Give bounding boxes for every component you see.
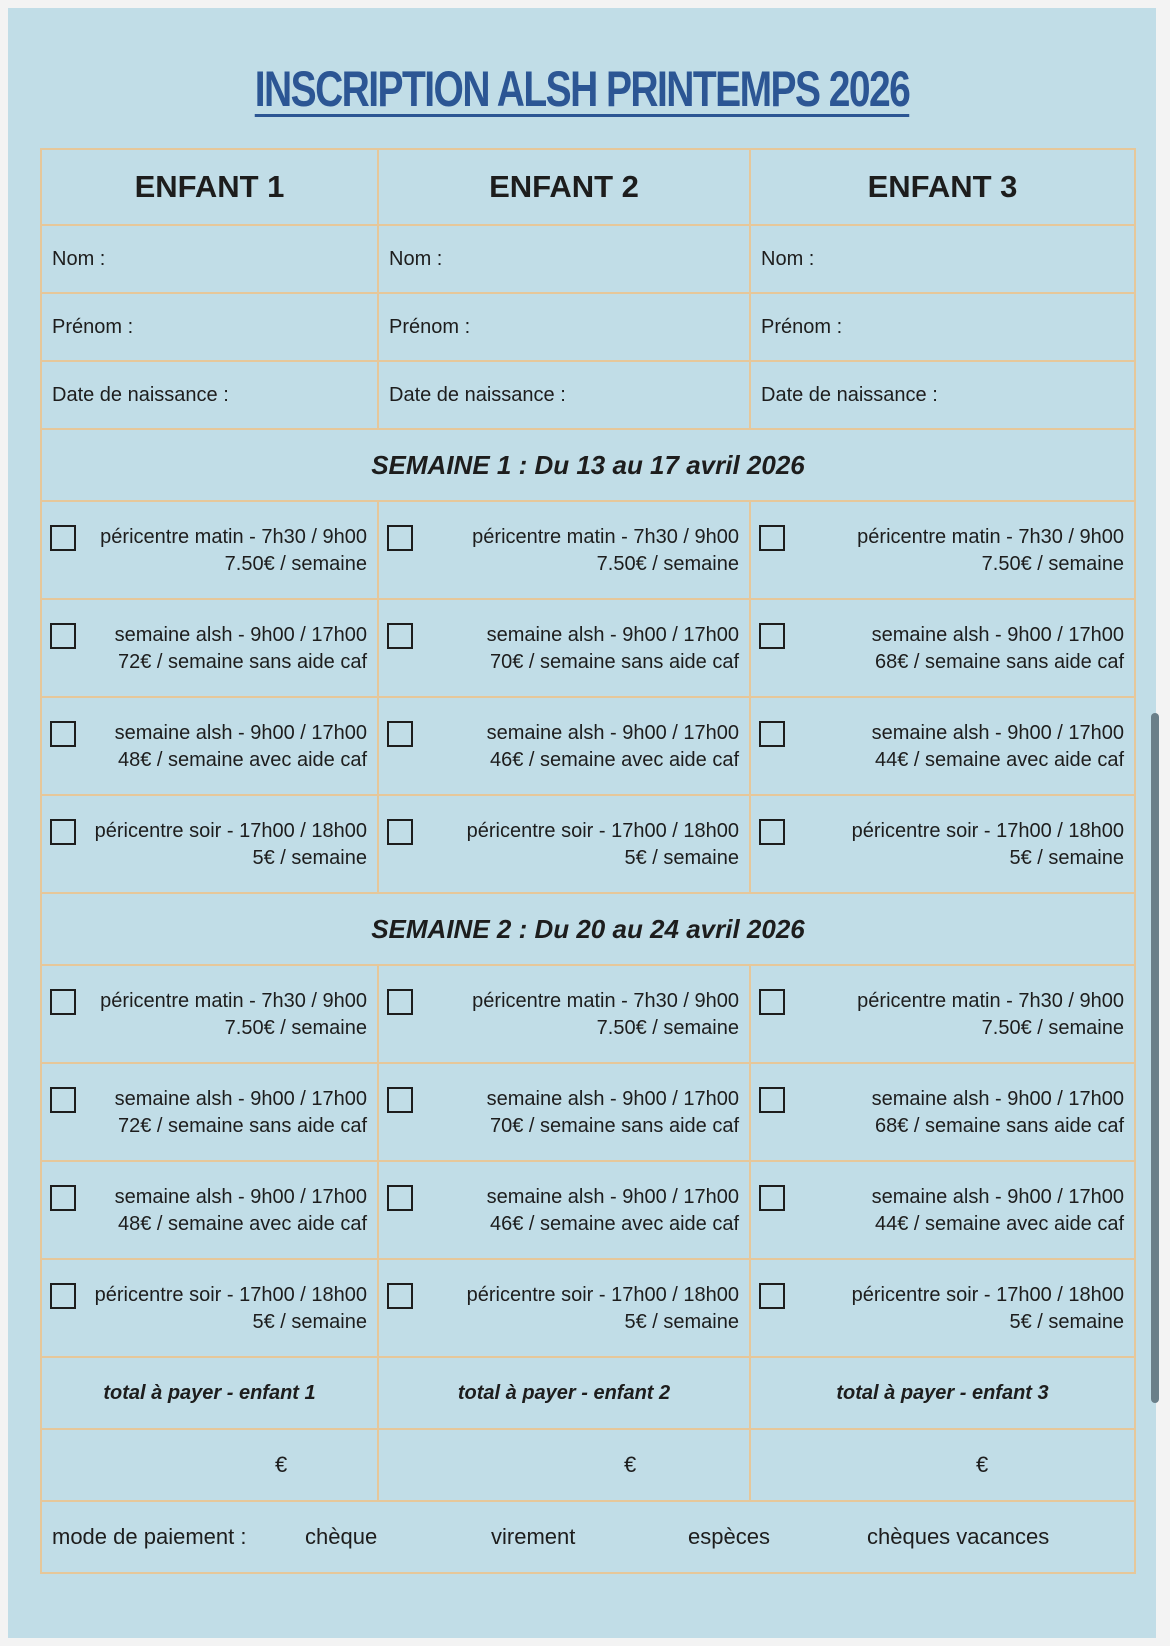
checkbox[interactable] [759, 1283, 785, 1309]
option-label: péricentre matin - 7h30 / 9h00 7.50€ / semaine [100, 990, 367, 1039]
checkbox[interactable] [759, 989, 785, 1015]
child-2-header: ENFANT 2 [378, 149, 750, 225]
child-3-nom-field[interactable]: Nom : [750, 225, 1135, 293]
page-title: INSCRIPTION ALSH PRINTEMPS 2026 [254, 61, 910, 117]
checkbox[interactable] [50, 819, 76, 845]
amount-row [41, 1429, 1135, 1501]
option-label: semaine alsh - 9h00 / 17h00 44€ / semaine avec aide caf [871, 722, 1124, 771]
nom-row [41, 225, 1135, 293]
option-label: semaine alsh - 9h00 / 17h00 48€ / semaine avec aide caf [114, 722, 367, 771]
option-label: semaine alsh - 9h00 / 17h00 70€ / semaine sans aide caf [486, 624, 739, 673]
checkbox[interactable] [759, 819, 785, 845]
prenom-row [41, 293, 1135, 361]
checkbox[interactable] [759, 525, 785, 551]
checkbox[interactable] [50, 525, 76, 551]
week-2-option-row [41, 1063, 1135, 1161]
option-cell [41, 1063, 378, 1161]
checkbox[interactable] [50, 721, 76, 747]
option-label: semaine alsh - 9h00 / 17h00 72€ / semaine sans aide caf [114, 1088, 367, 1137]
registration-table [40, 148, 1136, 1574]
option-cell [378, 1259, 750, 1357]
checkbox[interactable] [387, 721, 413, 747]
child-2-nom-field[interactable]: Nom : [378, 225, 750, 293]
week-1-option-row [41, 697, 1135, 795]
week-2-option-row [41, 1161, 1135, 1259]
checkbox[interactable] [50, 1185, 76, 1211]
form-sheet [8, 8, 1156, 1638]
payment-option-virement[interactable]: virement [491, 1524, 576, 1549]
option-cell [750, 697, 1135, 795]
option-cell [41, 795, 378, 893]
option-cell [378, 965, 750, 1063]
option-cell [378, 599, 750, 697]
payment-option-especes[interactable]: espèces [688, 1524, 770, 1549]
child-3-birthdate-field[interactable]: Date de naissance : [750, 361, 1135, 429]
payment-row [41, 1501, 1135, 1573]
child-3-amount-field[interactable] [750, 1429, 1135, 1501]
euro-sign: € [976, 1452, 989, 1477]
euro-sign: € [624, 1452, 637, 1477]
option-cell [378, 1063, 750, 1161]
option-label: péricentre soir - 17h00 / 18h00 5€ / semaine [466, 820, 739, 869]
checkbox[interactable] [387, 989, 413, 1015]
child-1-prenom-field[interactable]: Prénom : [41, 293, 378, 361]
child-1-nom-field[interactable]: Nom : [41, 225, 378, 293]
option-cell [41, 1259, 378, 1357]
checkbox[interactable] [50, 623, 76, 649]
checkbox[interactable] [387, 1087, 413, 1113]
option-cell [378, 795, 750, 893]
payment-method-cell [41, 1501, 1135, 1573]
payment-label: mode de paiement : [52, 1524, 247, 1549]
header-row [41, 149, 1135, 225]
checkbox[interactable] [387, 819, 413, 845]
option-label: péricentre soir - 17h00 / 18h00 5€ / semaine [466, 1284, 739, 1333]
checkbox[interactable] [387, 525, 413, 551]
option-label: semaine alsh - 9h00 / 17h00 70€ / semaine sans aide caf [486, 1088, 739, 1137]
option-label: semaine alsh - 9h00 / 17h00 46€ / semaine avec aide caf [486, 722, 739, 771]
checkbox[interactable] [50, 1087, 76, 1113]
option-label: péricentre soir - 17h00 / 18h00 5€ / semaine [851, 1284, 1124, 1333]
option-label: semaine alsh - 9h00 / 17h00 68€ / semaine sans aide caf [871, 624, 1124, 673]
child-1-header: ENFANT 1 [41, 149, 378, 225]
option-label: péricentre soir - 17h00 / 18h00 5€ / semaine [94, 820, 367, 869]
payment-option-cheque[interactable]: chèque [305, 1524, 378, 1549]
option-label: péricentre matin - 7h30 / 9h00 7.50€ / semaine [857, 990, 1124, 1039]
option-cell [41, 965, 378, 1063]
child-1-total-label: total à payer - enfant 1 [41, 1357, 378, 1429]
checkbox[interactable] [759, 623, 785, 649]
option-cell [750, 1161, 1135, 1259]
week-2-option-row [41, 965, 1135, 1063]
option-cell [378, 501, 750, 599]
checkbox[interactable] [759, 721, 785, 747]
child-1-birthdate-field[interactable]: Date de naissance : [41, 361, 378, 429]
option-cell [750, 599, 1135, 697]
child-3-total-label: total à payer - enfant 3 [750, 1357, 1135, 1429]
child-2-prenom-field[interactable]: Prénom : [378, 293, 750, 361]
option-cell [41, 501, 378, 599]
week-2-title: SEMAINE 2 : Du 20 au 24 avril 2026 [41, 893, 1135, 965]
week-1-title: SEMAINE 1 : Du 13 au 17 avril 2026 [41, 429, 1135, 501]
week-2-option-row [41, 1259, 1135, 1357]
child-3-prenom-field[interactable]: Prénom : [750, 293, 1135, 361]
option-label: semaine alsh - 9h00 / 17h00 46€ / semaine avec aide caf [486, 1186, 739, 1235]
child-2-birthdate-field[interactable]: Date de naissance : [378, 361, 750, 429]
option-label: semaine alsh - 9h00 / 17h00 72€ / semaine sans aide caf [114, 624, 367, 673]
week-2-header-row [41, 893, 1135, 965]
option-label: péricentre matin - 7h30 / 9h00 7.50€ / semaine [857, 526, 1124, 575]
week-1-option-row [41, 501, 1135, 599]
option-cell [750, 501, 1135, 599]
scrollbar[interactable] [1151, 713, 1159, 1403]
week-1-option-row [41, 795, 1135, 893]
option-label: péricentre matin - 7h30 / 9h00 7.50€ / semaine [472, 990, 739, 1039]
checkbox[interactable] [50, 989, 76, 1015]
checkbox[interactable] [387, 1283, 413, 1309]
totals-row [41, 1357, 1135, 1429]
option-cell [750, 965, 1135, 1063]
option-label: semaine alsh - 9h00 / 17h00 68€ / semaine sans aide caf [871, 1088, 1124, 1137]
week-1-header-row [41, 429, 1135, 501]
naissance-row [41, 361, 1135, 429]
payment-option-cheques-vacances[interactable]: chèques vacances [867, 1524, 1050, 1549]
checkbox[interactable] [387, 623, 413, 649]
euro-sign: € [275, 1452, 288, 1477]
option-label: péricentre soir - 17h00 / 18h00 5€ / semaine [94, 1284, 367, 1333]
checkbox[interactable] [387, 1185, 413, 1211]
option-cell [378, 697, 750, 795]
option-label: semaine alsh - 9h00 / 17h00 48€ / semaine avec aide caf [114, 1186, 367, 1235]
option-cell [41, 1161, 378, 1259]
child-1-amount-field[interactable] [41, 1429, 378, 1501]
checkbox[interactable] [759, 1185, 785, 1211]
option-cell [750, 1063, 1135, 1161]
option-label: péricentre matin - 7h30 / 9h00 7.50€ / semaine [100, 526, 367, 575]
checkbox[interactable] [50, 1283, 76, 1309]
option-cell [41, 697, 378, 795]
checkbox[interactable] [759, 1087, 785, 1113]
week-1-option-row [41, 599, 1135, 697]
child-3-header: ENFANT 3 [750, 149, 1135, 225]
option-cell [378, 1161, 750, 1259]
child-2-amount-field[interactable] [378, 1429, 750, 1501]
option-cell [41, 599, 378, 697]
option-label: péricentre matin - 7h30 / 9h00 7.50€ / semaine [472, 526, 739, 575]
option-cell [750, 1259, 1135, 1357]
child-2-total-label: total à payer - enfant 2 [378, 1357, 750, 1429]
option-cell [750, 795, 1135, 893]
option-label: péricentre soir - 17h00 / 18h00 5€ / semaine [851, 820, 1124, 869]
option-label: semaine alsh - 9h00 / 17h00 44€ / semaine avec aide caf [871, 1186, 1124, 1235]
